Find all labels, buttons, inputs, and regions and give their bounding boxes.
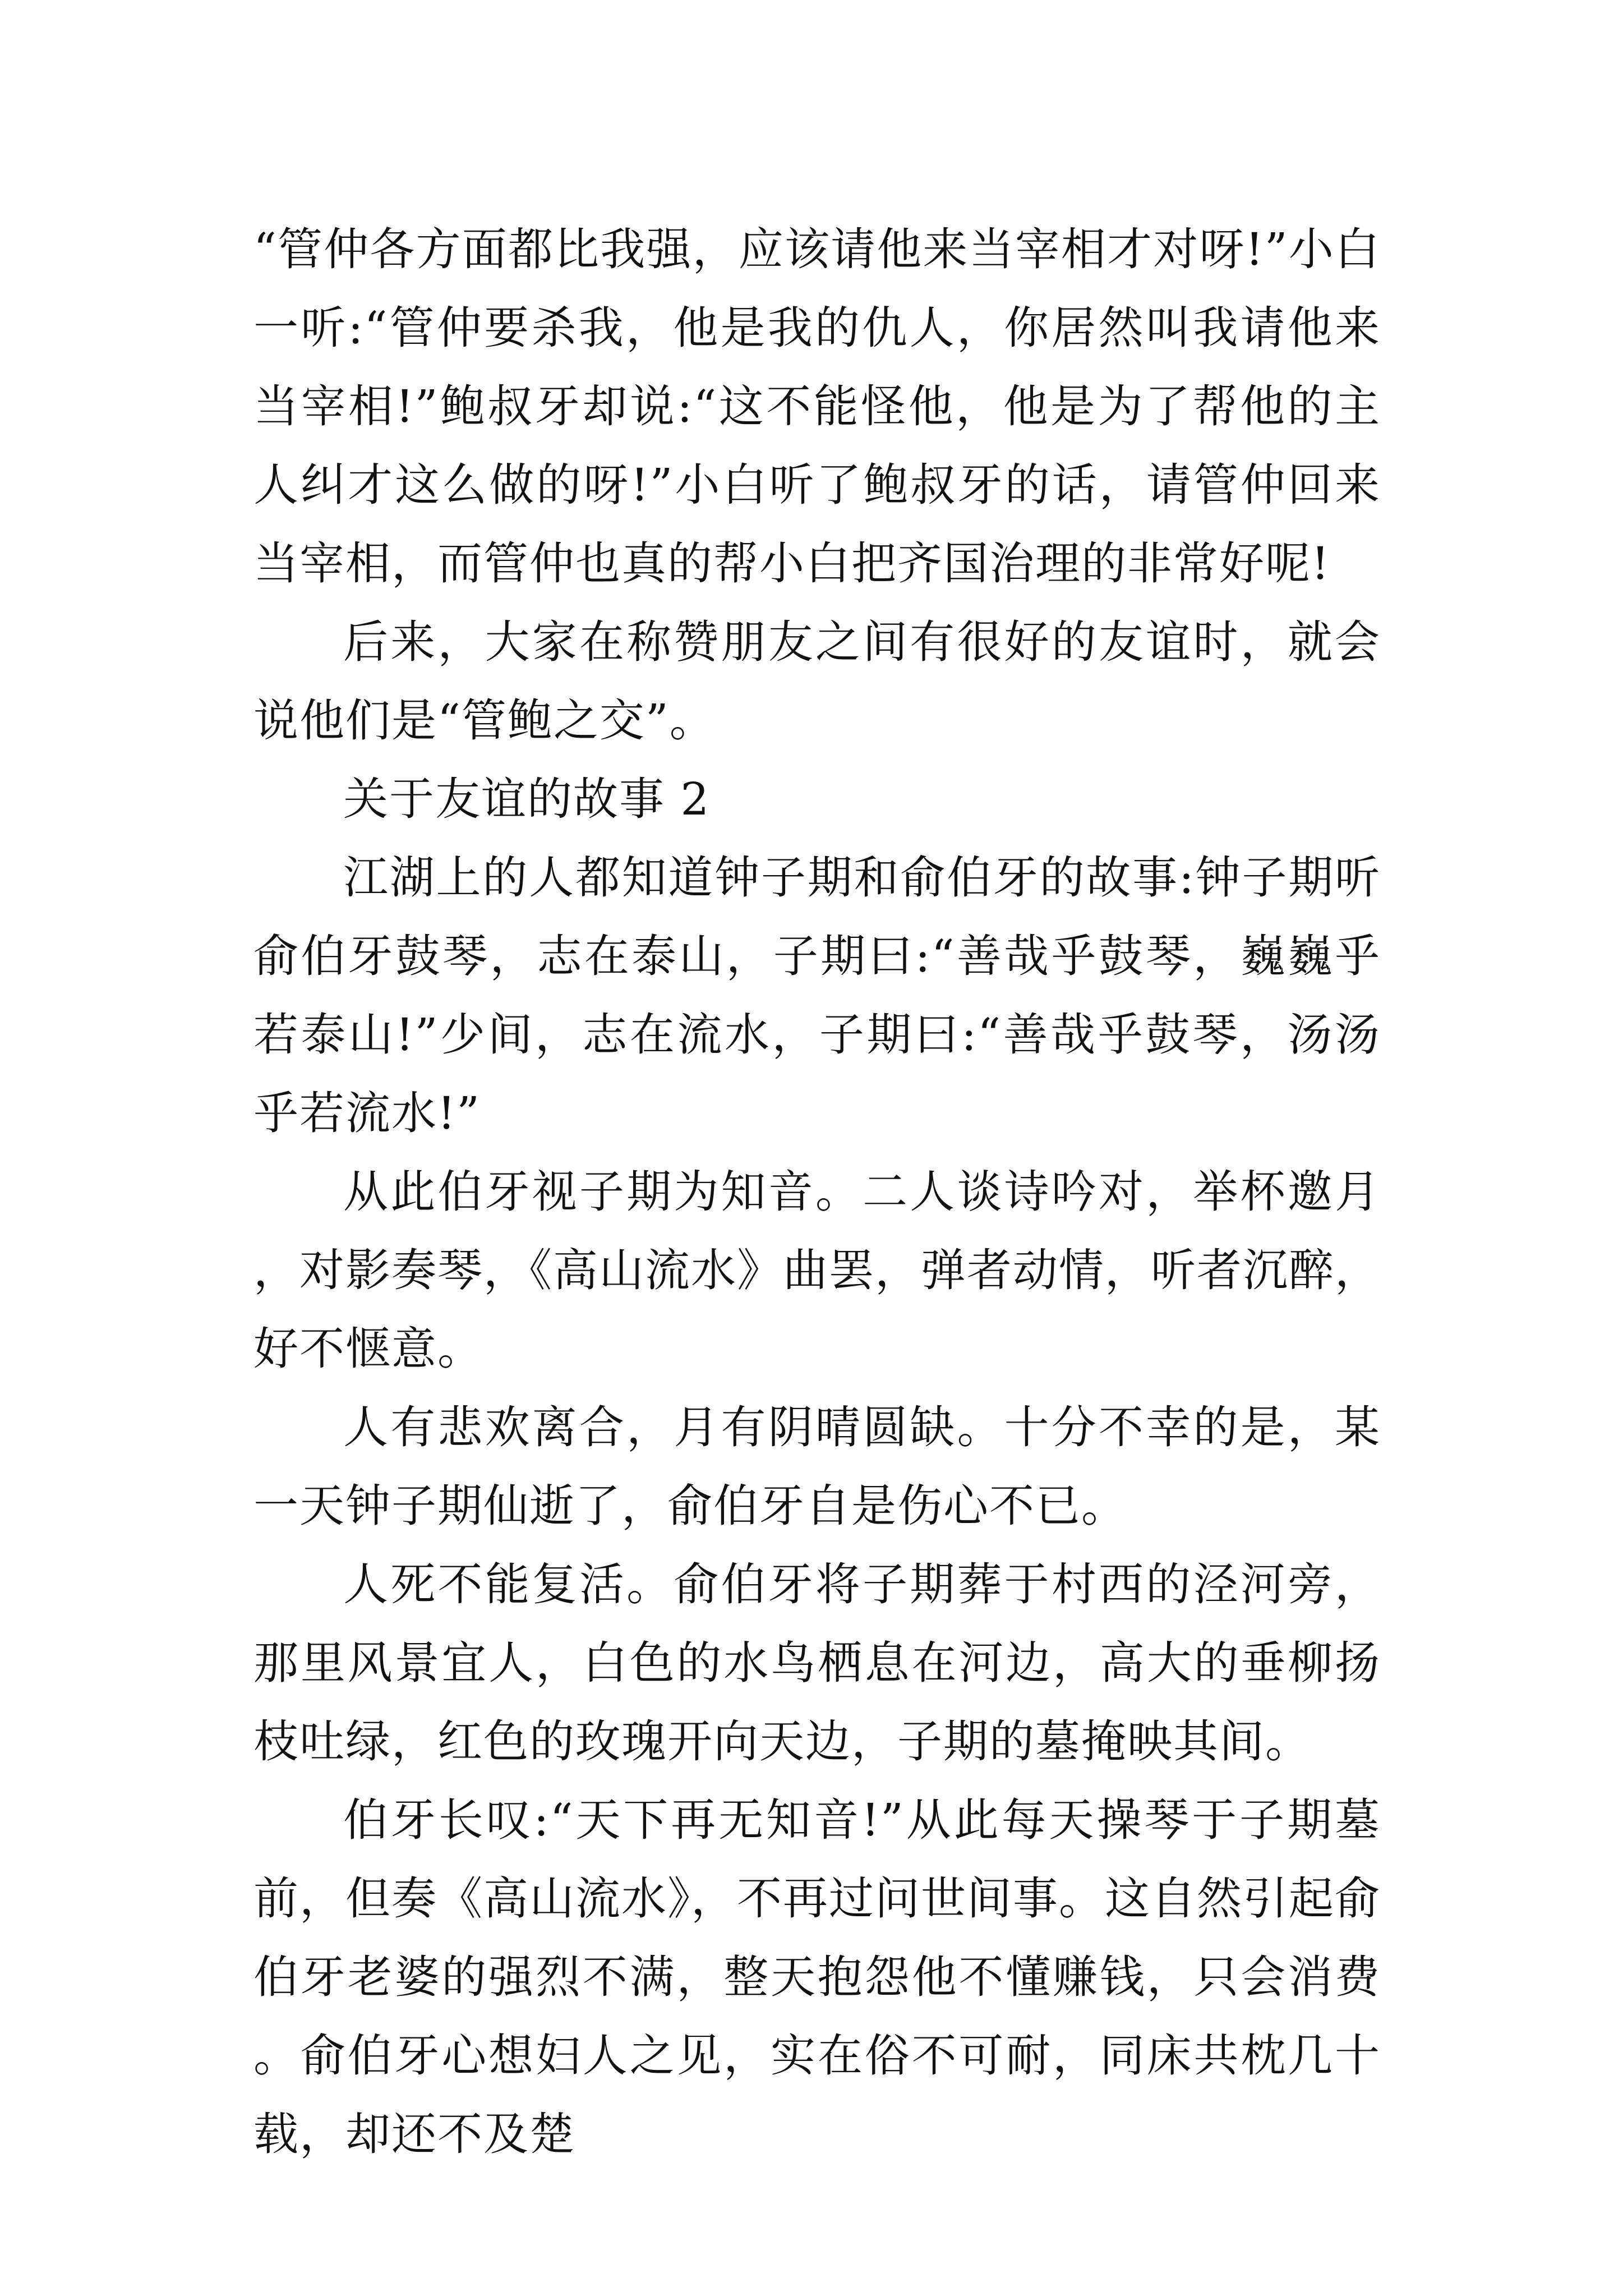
paragraph-4: 从此伯牙视子期为知音。二人谈诗吟对，举杯邀月，对影奏琴，《高山流水》曲罢，弹者动情，听者沉醉，好不惬意。: [253, 1166, 1381, 1375]
section-heading: 关于友谊的故事 2: [343, 773, 711, 825]
paragraph-3: 江湖上的人都知道钟子期和俞伯牙的故事:钟子期听俞伯牙鼓琴，志在泰山，子期曰:“善哉乎鼓琴，巍巍乎若泰山!”少间，志在流水，子期曰:“善哉乎鼓琴，汤汤乎若流水!”: [253, 852, 1381, 1139]
paragraph-1: “管仲各方面都比我强，应该请他来当宰相才对呀!”小白一听:“管仲要杀我，他是我的仇人，你居然叫我请他来当宰相!”鲍叔牙却说:“这不能怪他，他是为了帮他的主人纠才这么做的呀!”小白听了鲍叔牙的话，请管仲回来当宰相，而管仲也真的帮小白把齐国治理的非常好呢!: [253, 223, 1381, 590]
paragraph-6: 人死不能复活。俞伯牙将子期葬于村西的泾河旁，那里风景宜人，白色的水鸟栖息在河边，高大的垂柳扬枝吐绿，红色的玫瑰开向天边，子期的墓掩映其间。: [253, 1558, 1381, 1768]
paragraph-7: 伯牙长叹:“天下再无知音!”从此每天操琴于子期墓前，但奏《高山流水》，不再过问世间事。这自然引起俞伯牙老婆的强烈不满，整天抱怨他不懂赚钱，只会消费。俞伯牙心想妇人之见，实在俗不可耐，同床共枕几十载，却还不及楚: [253, 1794, 1381, 2160]
paragraph-2: 后来，大家在称赞朋友之间有很好的友谊时，就会说他们是“管鲍之交”。: [253, 616, 1381, 747]
document-body: [253, 210, 1381, 2174]
paragraph-5: 人有悲欢离合，月有阴晴圆缺。十分不幸的是，某一天钟子期仙逝了，俞伯牙自是伤心不已。: [253, 1401, 1381, 1532]
